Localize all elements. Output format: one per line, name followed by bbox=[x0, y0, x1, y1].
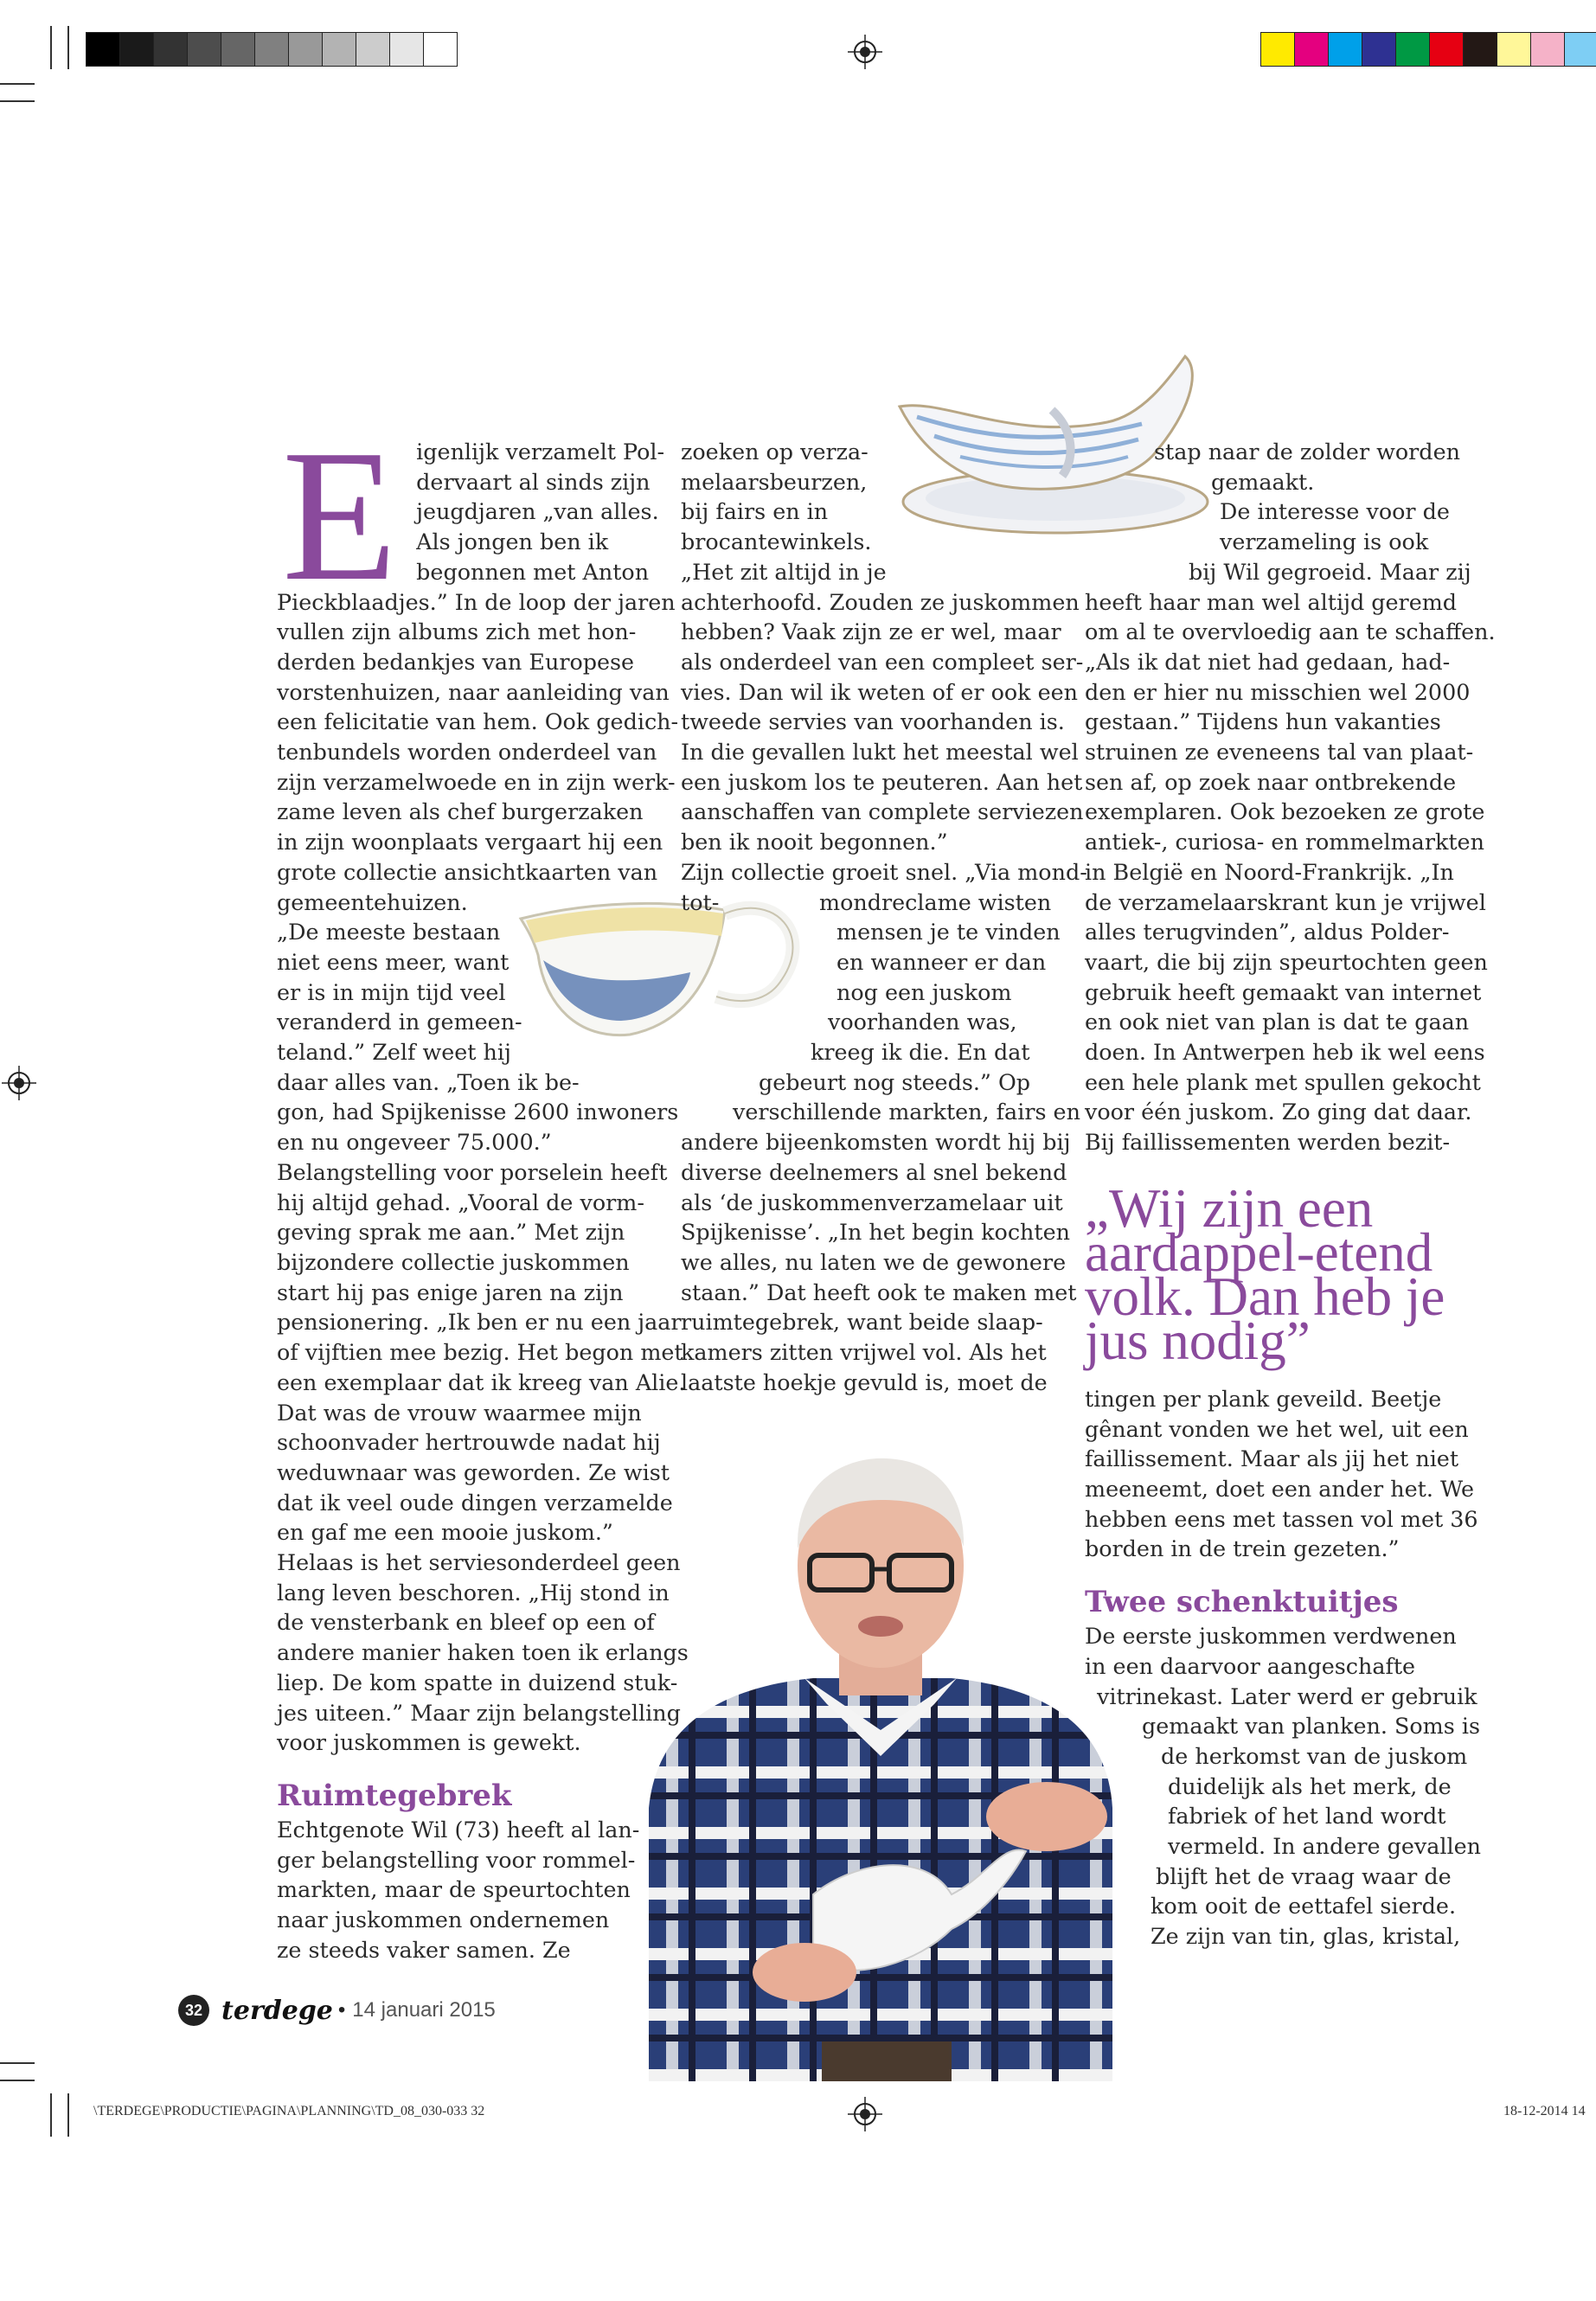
color-swatch bbox=[120, 33, 153, 66]
color-swatch bbox=[323, 33, 356, 66]
text-line: ger belangstelling voor rommel- bbox=[277, 1846, 636, 1873]
crop-mark bbox=[67, 2093, 69, 2137]
color-swatch bbox=[1430, 33, 1463, 66]
crop-mark bbox=[0, 2062, 35, 2064]
text-line: dat ik veel oude dingen verzamelde bbox=[277, 1489, 673, 1516]
text-line: bijzondere collectie juskommen bbox=[277, 1248, 630, 1275]
text-line: aardappel-etend bbox=[1085, 1221, 1433, 1283]
text-line: of vijftien mee bezig. Het begon met bbox=[277, 1339, 683, 1366]
text-line: jes uiteen.” Maar zijn belangstelling bbox=[277, 1699, 681, 1726]
text-line: kom ooit de eettafel sierde. bbox=[1151, 1893, 1457, 1920]
article-paragraph bbox=[1085, 1384, 1483, 1564]
text-line: gebeurt nog steeds.” Op bbox=[759, 1068, 1031, 1095]
text-line: borden in de trein gezeten.” bbox=[1085, 1535, 1400, 1562]
text-line: duidelijk als het merk, de bbox=[1168, 1772, 1452, 1799]
color-swatch bbox=[1329, 33, 1362, 66]
text-line: de herkomst van de juskom bbox=[1161, 1742, 1468, 1769]
crop-mark bbox=[0, 100, 35, 102]
text-line: vullen zijn albums zich met hon- bbox=[277, 619, 637, 645]
article-column-1 bbox=[277, 412, 689, 1965]
text-line: andere bijeenkomsten wordt hij bij bbox=[681, 1129, 1071, 1156]
text-line: een hele plank met spullen gekocht bbox=[1085, 1068, 1481, 1095]
text-line: om al te overvloedig aan te schaffen. bbox=[1085, 619, 1496, 645]
text-line: pensionering. „Ik ben er nu een jaar bbox=[277, 1309, 682, 1336]
text-line: niet eens meer, want bbox=[277, 948, 510, 975]
text-line: faillissement. Maar als jij het niet bbox=[1085, 1445, 1459, 1472]
text-line: antiek-, curiosa- en rommelmarkten bbox=[1085, 829, 1484, 856]
registration-target-icon bbox=[848, 2097, 882, 2131]
text-line: vermeld. In andere gevallen bbox=[1168, 1833, 1481, 1860]
article-column-3 bbox=[1085, 437, 1496, 1952]
text-line: ben ik nooit begonnen.” bbox=[681, 829, 948, 856]
text-line: mensen je te vinden bbox=[836, 919, 1061, 945]
text-line: igenlijk verzamelt Pol- bbox=[416, 439, 665, 465]
text-line: struinen ze eveneens tal van plaat- bbox=[1085, 739, 1474, 766]
text-line: daar alles van. „Toen ik be- bbox=[277, 1068, 580, 1095]
text-line: gênant vonden we het wel, uit een bbox=[1085, 1415, 1469, 1442]
text-line: er is in mijn tijd veel bbox=[277, 978, 506, 1005]
text-line: een exemplaar dat ik kreeg van Alie. bbox=[277, 1368, 686, 1395]
text-line: verschillende markten, fairs en bbox=[733, 1099, 1080, 1125]
text-line: dervaart al sinds zijn bbox=[416, 468, 651, 495]
text-line: Echtgenote Wil (73) heeft al lan- bbox=[277, 1816, 640, 1843]
text-line: liep. De kom spatte in duizend stuk- bbox=[277, 1669, 678, 1695]
color-swatch bbox=[87, 33, 119, 66]
drop-cap: E bbox=[282, 412, 398, 620]
color-swatch bbox=[1497, 33, 1530, 66]
text-line: vies. Dan wil ik weten of er ook een bbox=[681, 678, 1079, 705]
text-line: „Als ik dat niet had gedaan, had- bbox=[1085, 648, 1451, 675]
text-line: start hij pas enige jaren na zijn bbox=[277, 1279, 624, 1305]
text-line: Dat was de vrouw waarmee mijn bbox=[277, 1399, 642, 1426]
crop-mark bbox=[0, 83, 35, 85]
article-paragraph bbox=[681, 557, 1087, 888]
text-line: „De meeste bestaan bbox=[277, 919, 501, 945]
article-paragraph bbox=[681, 437, 1061, 557]
color-swatch bbox=[1362, 33, 1395, 66]
text-line: den er hier nu misschien wel 2000 bbox=[1085, 678, 1471, 705]
color-swatch bbox=[221, 33, 254, 66]
text-line: een felicitatie van hem. Ook gedich- bbox=[277, 708, 679, 735]
text-line: kamers zitten vrijwel vol. Als het bbox=[681, 1339, 1047, 1366]
text-line: Ze zijn van tin, glas, kristal, bbox=[1151, 1923, 1461, 1950]
text-line: stap naar de zolder worden bbox=[1154, 439, 1460, 465]
section-heading-ruimtegebrek: Ruimtegebrek bbox=[277, 1778, 512, 1813]
text-line: voorhanden was, bbox=[828, 1009, 1017, 1035]
text-line: derden bedankjes van Europese bbox=[277, 648, 635, 675]
issue-date: 14 januari 2015 bbox=[352, 1998, 496, 2022]
text-line: zame leven als chef burgerzaken bbox=[277, 798, 644, 825]
article-paragraph bbox=[681, 1127, 1077, 1397]
color-swatch bbox=[390, 33, 423, 66]
text-line: gemaakt van planken. Soms is bbox=[1142, 1713, 1480, 1740]
text-line: melaarsbeurzen, bbox=[681, 468, 868, 495]
text-line: en gaf me een mooie juskom.” bbox=[277, 1519, 613, 1546]
text-line: alles terugvinden”, aldus Polder- bbox=[1085, 919, 1450, 945]
text-line: markten, maar de speurtochten bbox=[277, 1876, 631, 1903]
color-swatch bbox=[1295, 33, 1328, 66]
text-line: en wanneer er dan bbox=[836, 948, 1047, 975]
text-line: volk. Dan heb je bbox=[1085, 1266, 1445, 1327]
text-line: grote collectie ansichtkaarten van bbox=[277, 858, 658, 885]
text-line: achterhoofd. Zouden ze juskommen bbox=[681, 588, 1080, 615]
color-swatch bbox=[1396, 33, 1429, 66]
text-line: aanschaffen van complete serviezen bbox=[681, 798, 1084, 825]
crop-mark bbox=[0, 2080, 35, 2081]
article-paragraph bbox=[277, 1815, 657, 1965]
text-line: voor juskommen is gewekt. bbox=[277, 1729, 581, 1756]
text-line: schoonvader hertrouwde nadat hij bbox=[277, 1429, 661, 1456]
text-line: bij Wil gegroeid. Maar zij bbox=[1189, 558, 1471, 585]
text-line: Pieckblaadjes.” In de loop der jaren bbox=[277, 588, 676, 615]
text-line: mondreclame wisten bbox=[819, 888, 1052, 915]
color-swatch bbox=[154, 33, 187, 66]
text-line: zijn verzamelwoede en in zijn werk- bbox=[277, 768, 676, 795]
text-line: tenbundels worden onderdeel van bbox=[277, 739, 657, 766]
text-line: de vensterbank en bleef op een of bbox=[277, 1609, 655, 1636]
text-line: lang leven beschoren. „Hij stond in bbox=[277, 1579, 670, 1606]
text-line: De interesse voor de bbox=[1220, 498, 1450, 525]
text-line: gebruik heeft gemaakt van internet bbox=[1085, 978, 1482, 1005]
text-line: vaart, die bij zijn speurtochten geen bbox=[1085, 948, 1488, 975]
section-heading-twee-schenktuitjes: Twee schenktuitjes bbox=[1085, 1585, 1399, 1620]
article-column-2 bbox=[681, 437, 1087, 1398]
text-line: en ook niet van plan is dat te gaan bbox=[1085, 1009, 1470, 1035]
article-paragraph bbox=[1085, 587, 1496, 1157]
text-line: in een daarvoor aangeschafte bbox=[1085, 1652, 1416, 1679]
article-paragraph: tot- bbox=[681, 888, 720, 915]
text-line: kreeg ik die. En dat bbox=[811, 1039, 1030, 1066]
text-line: ze steeds vaker samen. Ze bbox=[277, 1936, 571, 1963]
page-footer bbox=[178, 1995, 496, 2026]
color-swatch bbox=[1531, 33, 1564, 66]
text-line: zoeken op verza- bbox=[681, 439, 869, 465]
article-paragraph bbox=[277, 587, 679, 918]
article-paragraph bbox=[277, 1097, 689, 1757]
text-line: exemplaren. Ook bezoeken ze grote bbox=[1085, 798, 1485, 825]
text-line: verzameling is ook bbox=[1220, 529, 1429, 555]
article-paragraph bbox=[277, 917, 657, 1097]
text-line: de verzamelaarskrant kun je vrijwel bbox=[1085, 888, 1486, 915]
text-line: geving sprak me aan.” Met zijn bbox=[277, 1219, 625, 1246]
text-line: „Wij zijn een bbox=[1085, 1177, 1374, 1239]
color-swatch bbox=[188, 33, 221, 66]
text-line: weduwnaar was geworden. Ze wist bbox=[277, 1458, 670, 1485]
pull-quote bbox=[1085, 1177, 1483, 1371]
color-swatch bbox=[424, 33, 457, 66]
text-line: Zijn collectie groeit snel. „Via mond- bbox=[681, 858, 1087, 885]
page-number: 32 bbox=[178, 1995, 209, 2026]
text-line: vitrinekast. Later werd er gebruik bbox=[1097, 1682, 1477, 1709]
crop-mark bbox=[67, 26, 69, 69]
text-line: sen af, op zoek naar ontbrekende bbox=[1085, 768, 1457, 795]
registration-target-icon bbox=[2, 1066, 36, 1100]
text-line: vorstenhuizen, naar aanleiding van bbox=[277, 678, 670, 705]
text-line: Spijkenisse’. „In het begin kochten bbox=[681, 1219, 1070, 1246]
production-slug-path: \TERDEGE\PRODUCTIE\PAGINA\PLANNING\TD_08_030-033 32 bbox=[93, 2104, 485, 2118]
text-line: Bij faillissementen werden bezit- bbox=[1085, 1129, 1451, 1156]
text-line: blijft het de vraag waar de bbox=[1156, 1862, 1452, 1889]
text-line: naar juskommen ondernemen bbox=[277, 1907, 610, 1933]
text-line: diverse deelnemers al snel bekend bbox=[681, 1158, 1067, 1185]
portrait-photo-collector bbox=[640, 1445, 1121, 2081]
article-paragraph bbox=[681, 888, 1080, 1128]
text-line: In die gevallen lukt het meestal wel bbox=[681, 739, 1079, 766]
text-line: in België en Noord-Frankrijk. „In bbox=[1085, 858, 1454, 885]
color-swatch bbox=[1464, 33, 1497, 66]
color-swatch bbox=[255, 33, 288, 66]
text-line: voor één juskom. Zo ging dat daar. bbox=[1085, 1099, 1472, 1125]
text-line: in zijn woonplaats vergaart hij een bbox=[277, 829, 663, 856]
text-line: staan.” Dat heeft ook te maken met bbox=[681, 1279, 1077, 1305]
text-line: Als jongen ben ik bbox=[416, 529, 609, 555]
text-line: laatste hoekje gevuld is, moet de bbox=[681, 1368, 1048, 1395]
text-line: als ‘de juskommenverzamelaar uit bbox=[681, 1189, 1063, 1215]
text-line: teland.” Zelf weet hij bbox=[277, 1039, 511, 1066]
text-line: gemeentehuizen. bbox=[277, 888, 468, 915]
text-line: gon, had Spijkenisse 2600 inwoners bbox=[277, 1099, 679, 1125]
text-line: brocantewinkels. bbox=[681, 529, 872, 555]
text-line: en nu ongeveer 75.000.” bbox=[277, 1129, 552, 1156]
color-swatch bbox=[289, 33, 322, 66]
text-line: De eerste juskommen verdwenen bbox=[1085, 1623, 1457, 1650]
color-swatch bbox=[356, 33, 389, 66]
registration-target-icon bbox=[848, 35, 882, 69]
crop-mark bbox=[50, 2093, 52, 2137]
text-line: doen. In Antwerpen heb ik wel eens bbox=[1085, 1039, 1485, 1066]
text-line: hebben? Vaak zijn ze er wel, maar bbox=[681, 619, 1061, 645]
footer-separator: • bbox=[337, 1998, 346, 2022]
color-swatch bbox=[1565, 33, 1596, 66]
text-line: als onderdeel van een compleet ser- bbox=[681, 648, 1084, 675]
text-line: meeneemt, doet een ander het. We bbox=[1085, 1475, 1475, 1502]
text-line: begonnen met Anton bbox=[416, 558, 650, 585]
text-line: jus nodig” bbox=[1085, 1310, 1311, 1371]
text-line: tweede servies van voorhanden is. bbox=[681, 708, 1065, 735]
production-slug-date: 18-12-2014 14 bbox=[1503, 2104, 1586, 2118]
text-line: fabriek of het land wordt bbox=[1168, 1803, 1446, 1830]
text-line: Helaas is het serviesonderdeel geen bbox=[277, 1549, 681, 1576]
article-paragraph bbox=[1085, 437, 1483, 587]
text-line: gestaan.” Tijdens hun vakanties bbox=[1085, 708, 1441, 735]
text-line: Belangstelling voor porselein heeft bbox=[277, 1158, 668, 1185]
text-line: we alles, nu laten we de gewonere bbox=[681, 1249, 1067, 1275]
text-line: jeugdjaren „van alles. bbox=[416, 498, 659, 525]
color-swatch bbox=[1261, 33, 1294, 66]
text-line: heeft haar man wel altijd geremd bbox=[1085, 588, 1458, 615]
text-line: hebben eens met tassen vol met 36 bbox=[1085, 1505, 1478, 1532]
text-line: hij altijd gehad. „Vooral de vorm- bbox=[277, 1189, 644, 1215]
text-line: andere manier haken toen ik erlangs bbox=[277, 1639, 689, 1666]
text-line: gemaakt. bbox=[1211, 468, 1315, 495]
text-line: „Het zit altijd in je bbox=[681, 558, 887, 585]
text-line: ruimtegebrek, want beide slaap- bbox=[681, 1309, 1043, 1336]
text-line: tingen per plank geveild. Beetje bbox=[1085, 1385, 1442, 1412]
text-line: veranderd in gemeen- bbox=[277, 1009, 522, 1035]
magazine-logo: terdege bbox=[221, 1995, 333, 2026]
article-paragraph bbox=[1085, 1621, 1483, 1952]
crop-mark bbox=[50, 26, 52, 69]
text-line: bij fairs en in bbox=[681, 498, 829, 525]
text-line: een juskom los te peuteren. Aan het bbox=[681, 768, 1083, 795]
text-line: nog een juskom bbox=[836, 978, 1012, 1005]
